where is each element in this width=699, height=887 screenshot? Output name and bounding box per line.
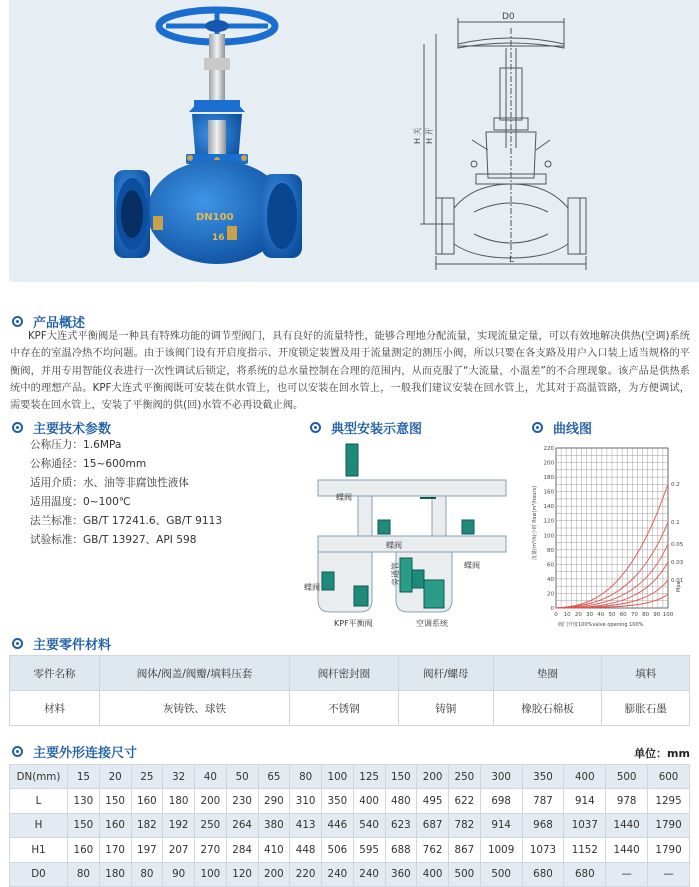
- dims-cell: 130: [68, 789, 100, 813]
- curve-y-tick: 100: [543, 533, 554, 540]
- install-label-ac: 空调系统: [416, 619, 448, 628]
- spec-temperature: 适用温度：0~100℃: [30, 496, 131, 508]
- dims-cell: 250: [195, 813, 227, 837]
- curve-y-tick: 200: [543, 460, 554, 467]
- dims-cell: 1790: [648, 813, 690, 837]
- specs-title: 主要技术参数: [33, 422, 112, 437]
- dims-row-label: H1: [10, 838, 68, 862]
- curve-title: 曲线图: [553, 422, 593, 437]
- dims-cell: 150: [68, 813, 100, 837]
- dims-cell: 80: [131, 862, 163, 886]
- dims-cell: 600: [648, 765, 690, 789]
- dims-cell: 150: [99, 789, 131, 813]
- install-heading: [310, 418, 422, 437]
- valve-brand-mark: DN100: [196, 212, 234, 223]
- dims-cell: 192: [163, 813, 195, 837]
- curve-y-tick: 160: [543, 489, 554, 496]
- circle-bullet-icon: [12, 746, 23, 757]
- dims-cell: 25: [131, 765, 163, 789]
- valve-number-mark: 16: [212, 233, 225, 243]
- parts-cell: 灰铸铁、球铁: [100, 691, 290, 726]
- spec-diameter: 公称通径：15~600mm: [30, 458, 147, 470]
- dims-cell: 150: [385, 765, 417, 789]
- dims-cell: 360: [385, 862, 417, 886]
- dims-row: [10, 838, 690, 862]
- curve-right-label: Mpa: [676, 581, 682, 592]
- dims-cell: 250: [449, 765, 481, 789]
- dims-table: [9, 764, 690, 887]
- dims-unit: 单位：mm: [634, 747, 690, 760]
- dims-cell: 968: [522, 813, 564, 837]
- parts-header-cell: 阀杆密封圈: [290, 656, 399, 691]
- dims-cell: 197: [131, 838, 163, 862]
- parts-header-cell: 垫圈: [493, 656, 602, 691]
- dims-row-label: L: [10, 789, 68, 813]
- dims-row: [10, 789, 690, 813]
- dims-cell: 1152: [564, 838, 606, 862]
- dims-cell: 120: [226, 862, 258, 886]
- parts-cell: 橡胶石棉板: [493, 691, 602, 726]
- install-label-butterfly-mid: 蝶阀: [386, 541, 402, 550]
- dims-cell: 240: [322, 862, 354, 886]
- dims-cell: 500: [480, 862, 522, 886]
- curve-x-tick: 10: [563, 612, 571, 618]
- dims-cell: 688: [385, 838, 417, 862]
- parts-cell: 不锈钢: [290, 691, 399, 726]
- dims-cell: 200: [195, 789, 227, 813]
- dims-cell: 1295: [648, 789, 690, 813]
- install-label-kpf: KPF平衡阀: [334, 619, 373, 628]
- curve-x-tick: 50: [608, 612, 616, 618]
- dims-cell: 160: [131, 789, 163, 813]
- dims-cell: 380: [258, 813, 290, 837]
- curve-x-tick: 0: [554, 612, 558, 618]
- dims-cell: 506: [322, 838, 354, 862]
- flow-curve-chart: [528, 440, 688, 630]
- product-hero-panel: [9, 0, 699, 282]
- circle-bullet-icon: [12, 638, 23, 649]
- valve-photo: [104, 4, 314, 276]
- curve-right-tick: 0.01: [671, 578, 684, 584]
- dims-cell: 284: [226, 838, 258, 862]
- parts-cell: 铸铜: [398, 691, 493, 726]
- parts-header-cell: 阀体/阀盖/阀瓣/填料压套: [100, 656, 290, 691]
- install-diagram: [300, 440, 510, 630]
- curve-y-tick: 20: [547, 591, 554, 598]
- curve-x-tick: 40: [597, 612, 605, 618]
- dims-cell: 240: [353, 862, 385, 886]
- dim-d0-label: D0: [502, 12, 515, 22]
- circle-bullet-icon: [310, 422, 321, 433]
- curve-y-tick: 40: [547, 576, 554, 583]
- circle-bullet-icon: [12, 422, 23, 433]
- parts-header-cell: 阀杆/螺母: [398, 656, 493, 691]
- parts-heading: [12, 634, 111, 653]
- dims-cell: 125: [353, 765, 385, 789]
- overview-title: 产品概述: [33, 316, 86, 331]
- dim-h-closed-label: H 关: [413, 127, 422, 144]
- dims-cell: 310: [290, 789, 322, 813]
- dims-cell: 410: [258, 838, 290, 862]
- circle-bullet-icon: [12, 316, 23, 327]
- dims-cell: 100: [322, 765, 354, 789]
- dims-cell: 413: [290, 813, 322, 837]
- curve-x-tick: 60: [619, 612, 627, 618]
- curve-y-tick: 220: [543, 446, 554, 452]
- curve-heading: [532, 418, 592, 437]
- dims-cell: 978: [606, 789, 648, 813]
- curve-x-tick: 70: [630, 612, 638, 618]
- dims-cell: 500: [449, 862, 481, 886]
- dims-row: [10, 862, 690, 886]
- dims-cell: 20: [99, 765, 131, 789]
- dims-cell: 480: [385, 789, 417, 813]
- dims-cell: 680: [564, 862, 606, 886]
- curve-y-tick: 140: [543, 504, 554, 511]
- dims-cell: 80: [68, 862, 100, 886]
- dims-header-row: [10, 765, 690, 789]
- dims-cell: 762: [417, 838, 449, 862]
- dims-cell: 400: [564, 765, 606, 789]
- dims-cell: 1790: [648, 838, 690, 862]
- dims-cell: 400: [417, 862, 449, 886]
- curve-y-tick: 120: [543, 518, 554, 525]
- parts-material-row: [10, 691, 690, 726]
- curve-ylabel: 流量(m³/h)小时 flow(m³/hours): [532, 485, 538, 560]
- dims-cell: 50: [226, 765, 258, 789]
- dims-cell: 270: [195, 838, 227, 862]
- install-label-butterfly-top: 蝶阀: [336, 493, 352, 502]
- dims-cell: 1073: [522, 838, 564, 862]
- dims-cell: 180: [163, 789, 195, 813]
- curve-x-tick: 80: [642, 612, 650, 618]
- dims-cell: 400: [353, 789, 385, 813]
- dims-row-label: DN(mm): [10, 765, 68, 789]
- circle-bullet-icon: [532, 422, 543, 433]
- install-title: 典型安装示意图: [331, 422, 423, 437]
- valve-dimension-drawing: [414, 8, 584, 270]
- dims-cell: 1037: [564, 813, 606, 837]
- dims-cell: 160: [68, 838, 100, 862]
- spec-pressure: 公称压力：1.6MPa: [30, 439, 122, 451]
- dims-row: [10, 813, 690, 837]
- dims-cell: 100: [195, 862, 227, 886]
- install-label-bypass: 旁通管: [391, 562, 400, 586]
- dims-cell: 1440: [606, 838, 648, 862]
- dims-cell: 698: [480, 789, 522, 813]
- dims-cell: 446: [322, 813, 354, 837]
- dims-cell: 90: [163, 862, 195, 886]
- curve-right-tick: 0.05: [671, 542, 684, 548]
- dims-cell: 170: [99, 838, 131, 862]
- dims-heading: [12, 742, 137, 761]
- specs-list: [30, 436, 222, 550]
- curve-y-tick: 60: [547, 562, 554, 569]
- dims-cell: 40: [195, 765, 227, 789]
- dims-cell: 200: [258, 862, 290, 886]
- install-label-butterfly-left: 蝶阀: [304, 583, 320, 592]
- parts-cell: 膨胀石墨: [602, 691, 690, 726]
- dims-cell: 220: [290, 862, 322, 886]
- spec-medium: 适用介质：水、油等非腐蚀性液体: [30, 477, 189, 489]
- dims-cell: 350: [322, 789, 354, 813]
- dims-cell: —: [606, 862, 648, 886]
- dims-cell: 540: [353, 813, 385, 837]
- curve-right-tick: 0.1: [671, 520, 680, 526]
- curve-x-tick: 90: [653, 612, 661, 618]
- dims-cell: 622: [449, 789, 481, 813]
- dims-cell: 65: [258, 765, 290, 789]
- dims-cell: 15: [68, 765, 100, 789]
- dims-cell: —: [648, 862, 690, 886]
- dims-cell: 1009: [480, 838, 522, 862]
- curve-x-tick: 100: [662, 612, 674, 618]
- dims-cell: 495: [417, 789, 449, 813]
- dims-cell: 687: [417, 813, 449, 837]
- dims-row-label: H: [10, 813, 68, 837]
- dims-cell: 290: [258, 789, 290, 813]
- overview-text: KPF大连式平衡阀是一种具有特殊功能的调节型阀门，具有良好的流量特性，能够合理地分配流量，实现流量定量，可以有效地解决供热(空调)系统中存在的室温冷热不均问题。由于该阀门设有开启度指示、开度锁定装置及用于流量测定的测压小阀，所以只要在各支路及用户入口装上适当规格的平衡阀，并用专用智能仪表进行一次性调试后锁定，将系统的总水量控制在合理的范围内，从而克服了“大流量，小温差”的不合理现象。该产品是供热系统中的理想产品。KPF大连式平衡阀既可安装在供水管上，也可以安装在回水管上，一般我们建议安装在回水管上，尤其对于高温管路，为方便调试，需要装在回水管上，安装了平衡阀的供(回)水管不必再设截止阀。: [10, 331, 690, 412]
- dims-cell: 80: [290, 765, 322, 789]
- spec-test-standard: 试验标准：GB/T 13927、API 598: [30, 534, 197, 546]
- dims-cell: 180: [99, 862, 131, 886]
- dims-cell: 680: [522, 862, 564, 886]
- dims-title: 主要外形连接尺寸: [33, 746, 138, 761]
- parts-title: 主要零件材料: [33, 638, 112, 653]
- dims-cell: 182: [131, 813, 163, 837]
- dims-cell: 350: [522, 765, 564, 789]
- dims-cell: 867: [449, 838, 481, 862]
- dims-cell: 914: [564, 789, 606, 813]
- dims-cell: 207: [163, 838, 195, 862]
- dims-cell: 500: [606, 765, 648, 789]
- dims-cell: 230: [226, 789, 258, 813]
- curve-y-tick: 0: [550, 606, 554, 612]
- dims-cell: 1440: [606, 813, 648, 837]
- dims-cell: 200: [417, 765, 449, 789]
- dims-cell: 595: [353, 838, 385, 862]
- parts-header-row: [10, 656, 690, 691]
- specs-heading: [12, 418, 111, 437]
- curve-y-tick: 180: [543, 475, 554, 482]
- parts-cell: 材料: [10, 691, 100, 726]
- curve-xlabel: 阀门开度100%valve opening 100%: [558, 622, 644, 628]
- dims-cell: 32: [163, 765, 195, 789]
- curve-y-tick: 80: [547, 547, 554, 554]
- curve-right-tick: 0.03: [671, 560, 684, 566]
- curve-right-tick: 0.2: [671, 482, 680, 488]
- dims-cell: 300: [480, 765, 522, 789]
- curve-x-tick: 30: [586, 612, 594, 618]
- dims-cell: 914: [480, 813, 522, 837]
- dims-cell: 160: [99, 813, 131, 837]
- install-label-butterfly-right: 蝶阀: [464, 561, 480, 570]
- dims-cell: 264: [226, 813, 258, 837]
- parts-header-cell: 填料: [602, 656, 690, 691]
- dims-cell: 787: [522, 789, 564, 813]
- curve-x-tick: 20: [574, 612, 582, 618]
- dims-cell: 623: [385, 813, 417, 837]
- parts-header-cell: 零件名称: [10, 656, 100, 691]
- dim-h-open-label: H 开: [425, 127, 434, 144]
- dim-l-label: L: [509, 255, 515, 265]
- spec-flange-standard: 法兰标准：GB/T 17241.6、GB/T 9113: [30, 515, 223, 527]
- dims-cell: 448: [290, 838, 322, 862]
- dims-cell: 782: [449, 813, 481, 837]
- dims-row-label: D0: [10, 862, 68, 886]
- parts-table: [9, 655, 690, 726]
